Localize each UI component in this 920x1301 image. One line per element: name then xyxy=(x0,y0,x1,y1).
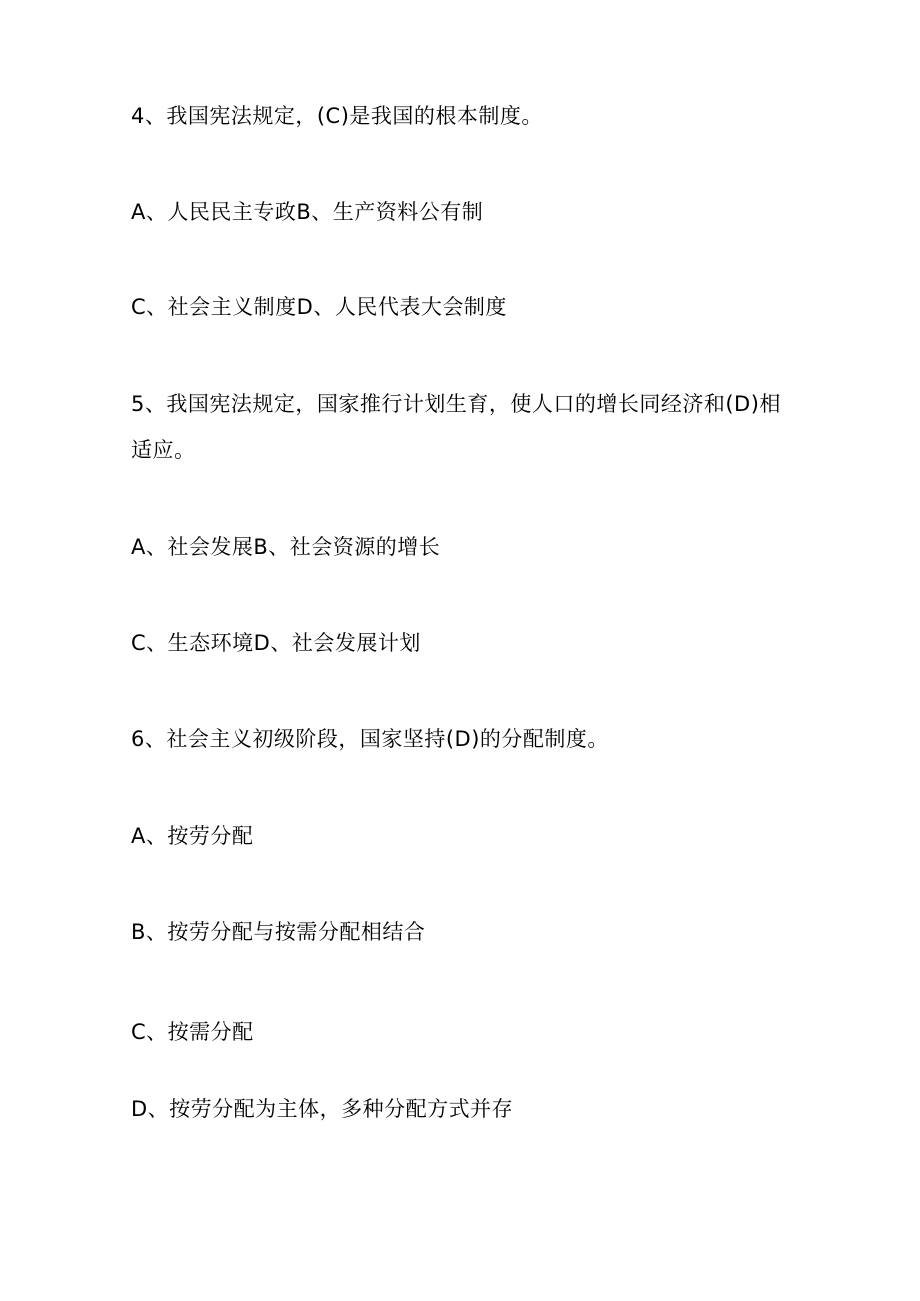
question-6-option-c: C、按需分配 xyxy=(131,1020,254,1044)
question-6-option-b: B、按劳分配与按需分配相结合 xyxy=(131,920,426,944)
question-5-options-ab: A、社会发展B、社会资源的增长 xyxy=(131,535,441,559)
question-6-option-d: D、按劳分配为主体，多种分配方式并存 xyxy=(131,1097,514,1121)
question-5-options-cd: C、生态环境D、社会发展计划 xyxy=(131,631,421,655)
question-4-stem: 4、我国宪法规定，(C)是我国的根本制度。 xyxy=(131,104,543,128)
question-6-stem: 6、社会主义初级阶段，国家坚持(D)的分配制度。 xyxy=(131,727,609,751)
question-4-options-cd: C、社会主义制度D、人民代表大会制度 xyxy=(131,295,507,319)
question-5-stem: 5、我国宪法规定，国家推行计划生育，使人口的增长同经济和(D)相适应。 xyxy=(131,392,781,462)
question-6-option-a: A、按劳分配 xyxy=(131,824,254,848)
question-4-options-ab: A、人民民主专政B、生产资料公有制 xyxy=(131,200,484,224)
